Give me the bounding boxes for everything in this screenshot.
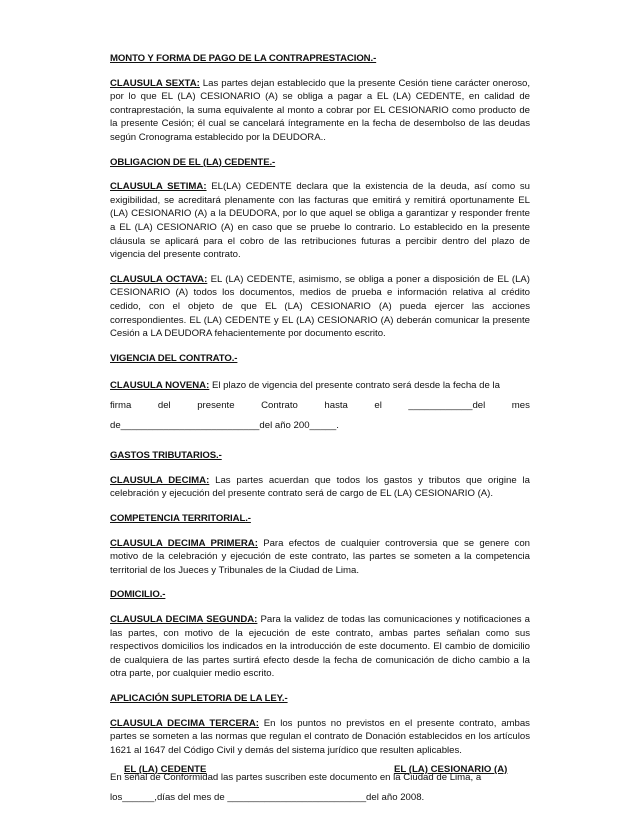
vigencia-word: del (157, 400, 171, 412)
closing-line-1: En señal de Conformidad las partes suscriben este documento en la Ciudad de Lima, a (110, 772, 482, 784)
section-heading-vigencia: VIGENCIA DEL CONTRATO.- (110, 352, 238, 364)
signature-cesionario: EL (LA) CESIONARIO (A) (394, 764, 508, 775)
clausula-octava (110, 273, 530, 341)
clausula-label: CLAUSULA DECIMA SEGUNDA: (110, 614, 258, 626)
clausula-text: Las partes acuerdan que todos los gastos y tributos que origine la celebración y ejecución del presente contrato será de cargo de EL (LA) CESIONARIO (A). (110, 474, 530, 500)
section-heading-competencia: COMPETENCIA TERRITORIAL.- (110, 513, 251, 525)
clausula-label: CLAUSULA SETIMA: (110, 181, 207, 193)
clausula-setima (110, 180, 530, 262)
clausula-decima-segunda (110, 613, 530, 681)
clausula-decima-tercera (110, 717, 530, 758)
vigencia-word: firma (110, 400, 132, 412)
vigencia-line-3: de__________________________del año 200_____. (110, 420, 339, 432)
vigencia-word: Contrato (261, 400, 298, 412)
section-heading-aplicacion: APLICACIÓN SUPLETORIA DE LA LEY.- (110, 693, 288, 704)
contract-page (110, 52, 530, 808)
clausula-text: En los puntos no previstos en el presente contrato, ambas partes se someten a las normas que regulan el contrato de Donación establecidos en los artículos 1621 al 1647 del Código Civil y demás del sistema jurídico que resulten aplicables. (110, 717, 530, 756)
clausula-label: CLAUSULA NOVENA: (110, 380, 210, 392)
section-heading-gastos: GASTOS TRIBUTARIOS.- (110, 450, 222, 462)
clausula-text: El plazo de vigencia del presente contrato será desde la fecha de la (209, 380, 500, 392)
closing-line-2: los______,días del mes de __________________________del año 2008. (110, 792, 425, 804)
clausula-label: CLAUSULA DECIMA TERCERA: (110, 717, 259, 729)
vigencia-word: ____________del (408, 400, 486, 412)
vigencia-word: el (374, 400, 382, 412)
vigencia-line-2 (110, 396, 530, 416)
clausula-text: Para la validez de todas las comunicaciones y notificaciones a las partes, con motivo de la ejecución de este contrato, ambas partes señalan como sus respectivos domicilios los indicados en la introducción de este documento. El cambio de domicilio de cualquiera de las partes surtirá efecto desde la fecha de comunicación de dicho cambio a la otra parte, por cualquier medio escrito. (110, 614, 530, 680)
clausula-text: Para efectos de cualquier controversia que se genere con motivo de la celebración y ejecución de este contrato, las partes se someten a la competencia territorial de los Jueces y Tribunales de la Ciudad de Lima. (110, 537, 531, 576)
clausula-text: Las partes dejan establecido que la presente Cesión tiene carácter oneroso, por lo que EL (LA) CESIONARIO (A) se obliga a pagar a EL (LA) CEDENTE, en calidad de contraprestación, la suma equivalente al monto a cobrar por EL CESIONARIO como producto de la presente Cesión; él cual se cancelará íntegramente en la fecha de desembolso de las deudas según Cronograma establecido por la DEUDORA.. (110, 77, 530, 143)
clausula-text: EL (LA) CEDENTE, asimismo, se obliga a poner a disposición de EL (LA) CESIONARIO (A) todos los documentos, medios de prueba e información relativa al crédito cedido, con el objeto de que EL (LA) CESIONARIO (A) pueda ejercer las acciones correspondientes. EL (LA) CEDENTE y EL (LA) CESIONARIO (A) deberán comunicar la presente Cesión a LA DEUDORA fehacientemente por documento escrito. (110, 273, 531, 340)
clausula-label: CLAUSULA DECIMA: (110, 474, 210, 486)
section-heading-monto: MONTO Y FORMA DE PAGO DE LA CONTRAPRESTACION.- (110, 53, 377, 64)
clausula-label: CLAUSULA OCTAVA: (110, 273, 208, 285)
clausula-label: CLAUSULA SEXTA: (110, 77, 200, 89)
vigencia-word: mes (511, 400, 530, 412)
clausula-label: CLAUSULA DECIMA PRIMERA: (110, 537, 258, 549)
signature-cedente: EL (LA) CEDENTE (124, 764, 207, 775)
clausula-decima (110, 474, 530, 501)
clausula-sexta (110, 77, 530, 145)
section-heading-obligacion: OBLIGACION DE EL (LA) CEDENTE.- (110, 156, 276, 168)
vigencia-word: presente (197, 400, 235, 412)
clausula-novena (110, 376, 530, 396)
section-heading-domicilio: DOMICILIO.- (110, 589, 166, 601)
clausula-decima-primera (110, 537, 530, 578)
clausula-text: EL(LA) CEDENTE declara que la existencia de la deuda, así como su exigibilidad, se acreditará plenamente con las facturas que emitirá y remitirá oportunamente EL (LA) CESIONARIO (A) a la DEUDORA, por lo que aquel se obliga a garantizar y responder frente a EL (LA) CESIONARIO (A) en caso que se pruebe lo contrario. Lo establecido en la presente cláusula se aplicará para el cobro de las retribuciones futuras a percibir dentro del plazo de vigencia del presente contrato. (110, 181, 530, 261)
vigencia-word: hasta (324, 400, 348, 412)
